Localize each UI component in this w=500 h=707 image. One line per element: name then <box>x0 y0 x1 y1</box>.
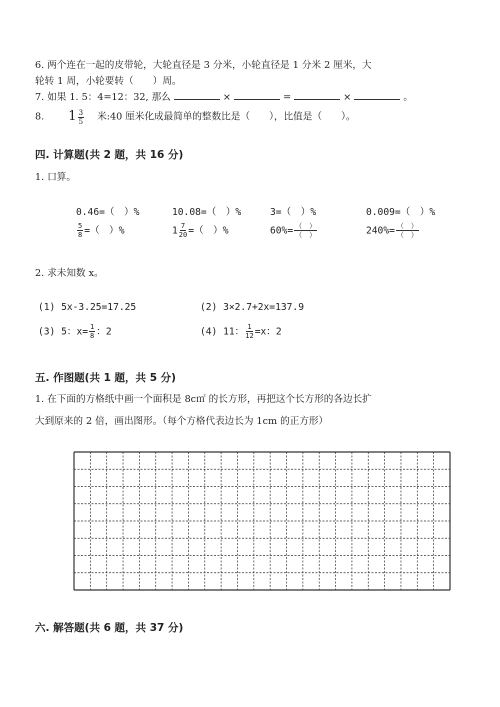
calc-r2c3: 60%= $\frac{( )}{( )}$ <box>270 222 317 239</box>
q7-line <box>35 89 413 105</box>
s4-q1-label: 1. 口算。 <box>35 172 76 183</box>
q8-text: 米:40 厘米化成最简单的整数比是（ ），比值是（ ）。 <box>97 111 356 123</box>
section6-title: 六. 解答题(共 6 题，共 37 分) <box>35 622 184 634</box>
calc-r1c3: 3=（ ）% <box>270 207 317 218</box>
q7-equals: = <box>283 92 292 103</box>
q7-times-1: × <box>222 92 231 103</box>
section5-title: 五. 作图题(共 1 题，共 5 分) <box>35 372 176 384</box>
q7-blank-2[interactable] <box>234 89 280 100</box>
q8-whole: 1 <box>68 109 77 124</box>
section4-title: 四. 计算题(共 2 题，共 16 分) <box>35 149 184 161</box>
q7-blank-4[interactable] <box>354 89 400 100</box>
calc-r1c2: 10.08=（ ）% <box>172 207 242 218</box>
calc-r2c1: $\frac{5}{8}$ =（ ）% <box>78 222 125 239</box>
s4-q2-label: 2. 求未知数 x。 <box>35 268 104 279</box>
equation-1: (1) 5x-3.25=17.25 <box>38 302 137 313</box>
q6-line1: 6. 两个连在一起的皮带轮，大轮直径是 3 分米，小轮直径是 1 分米 2 厘米，大 <box>35 60 372 71</box>
calc-r1c1: 0.46=（ ）% <box>76 207 140 218</box>
q7-prefix: 7. 如果 1. 5：4=12：32, 那么 <box>35 92 171 103</box>
square-grid-paper[interactable] <box>73 451 451 591</box>
s5-q1-line2: 大到原来的 2 倍，画出图形。（每个方格代表边长为 1cm 的正方形） <box>35 416 329 427</box>
equation-4: (4) 11： $\frac{1}{12}$ =x：2 <box>200 323 282 340</box>
q7-blank-3[interactable] <box>294 89 340 100</box>
q8-number: 8. <box>35 111 45 123</box>
s5-q1-line1: 1. 在下面的方格纸中画一个面积是 8c㎡ 的长方形，再把这个长方形的各边长扩 <box>35 394 372 405</box>
equation-2: (2) 3×2.7+2x=137.9 <box>200 302 304 313</box>
calc-r1c4: 0.009=（ ）% <box>366 207 436 218</box>
q8-line <box>35 108 355 127</box>
q7-blank-1[interactable] <box>174 89 220 100</box>
q8-fraction: $\frac{3}{5}$ <box>78 108 84 126</box>
equation-3: (3) 5：x= $\frac{1}{8}$ ：2 <box>38 323 112 340</box>
calc-r2c4: 240%= $\frac{( )}{( )}$ <box>366 222 418 239</box>
q7-times-2: × <box>343 92 352 103</box>
calc-r2c2: 1 $\frac{7}{20}$ =（ ）% <box>172 222 229 239</box>
q7-end: 。 <box>403 92 414 103</box>
q6-line2: 轮转 1 周，小轮要转（ ）周。 <box>35 76 182 87</box>
